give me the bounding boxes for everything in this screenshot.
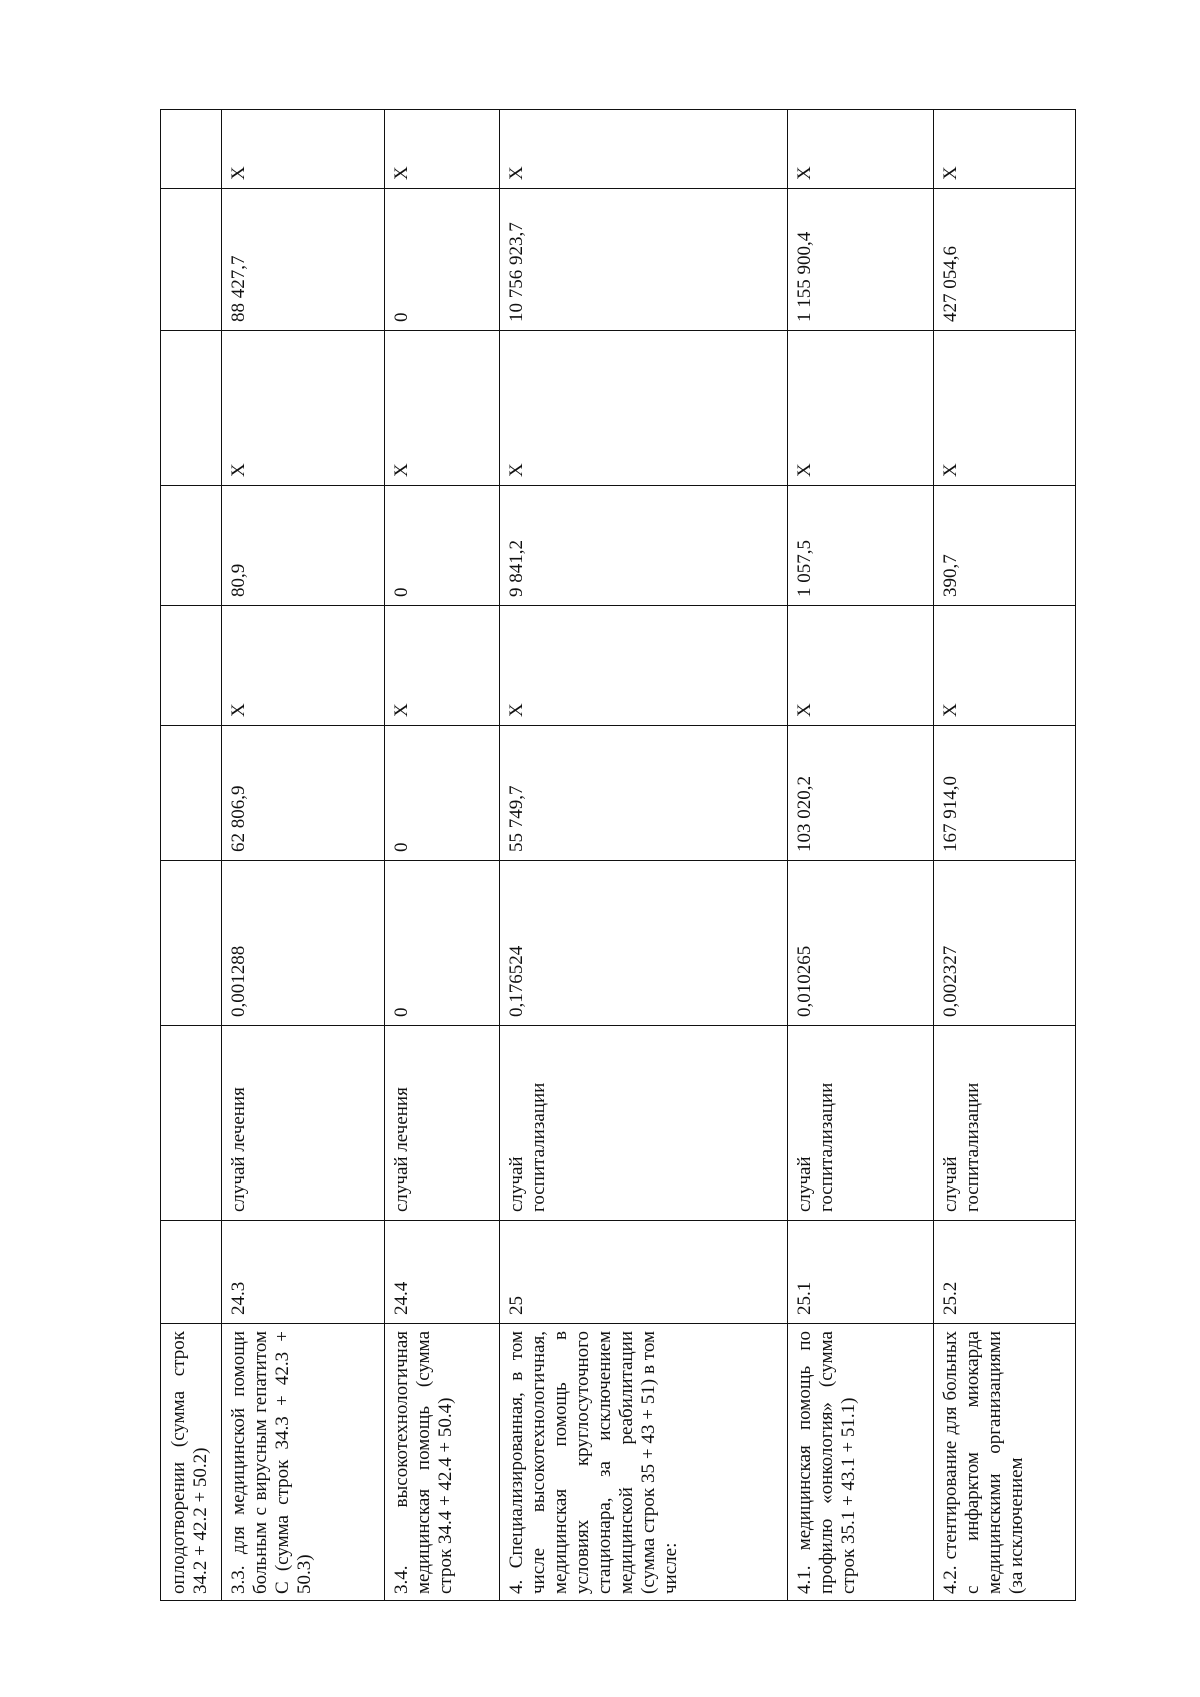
column-divider	[161, 605, 1075, 606]
column-divider	[161, 1220, 1075, 1221]
column-divider	[161, 725, 1075, 726]
total-oms: 0	[391, 312, 412, 322]
row-divider	[499, 110, 500, 1600]
column-divider	[161, 485, 1075, 486]
total-oms: 88 427,7	[228, 255, 249, 322]
row-number: 24.3	[228, 1281, 249, 1315]
total-budget: X	[391, 463, 412, 477]
per-capita-oms: 1 057,5	[794, 540, 815, 597]
row-divider	[384, 110, 385, 1600]
total-budget: X	[228, 463, 249, 477]
unit-of-measure: случай госпитализации	[940, 1082, 983, 1212]
row-description: 4.2. стентирование для больных с инфарктом миокарда медицинскими организациями (за исключением	[940, 1331, 1027, 1594]
percent-total: X	[940, 166, 961, 180]
volume-per-person: 0,010265	[794, 945, 815, 1017]
total-budget: X	[940, 463, 961, 477]
row-description: 3.4. высокотехнологичная медицинская помощь (сумма строк 34.4 + 42.4 + 50.4)	[391, 1331, 456, 1594]
column-divider	[161, 330, 1075, 331]
row-number: 25	[506, 1296, 527, 1315]
column-divider	[161, 1323, 1075, 1324]
row-divider	[787, 110, 788, 1600]
unit-of-measure: случай госпитализации	[506, 1082, 549, 1212]
per-capita-oms: 0	[391, 587, 412, 597]
data-table	[160, 109, 1076, 1601]
volume-per-person: 0,176524	[506, 945, 527, 1017]
per-capita-budget: X	[228, 703, 249, 717]
unit-of-measure: случай лечения	[228, 1087, 249, 1212]
total-oms: 427 054,6	[940, 246, 961, 322]
per-capita-oms: 390,7	[940, 554, 961, 597]
total-budget: X	[506, 463, 527, 477]
unit-of-measure: случай госпитализации	[794, 1082, 837, 1212]
volume-per-person: 0	[391, 1007, 412, 1017]
percent-total: X	[506, 166, 527, 180]
percent-total: X	[794, 166, 815, 180]
row-number: 25.1	[794, 1281, 815, 1315]
cost-per-unit: 103 020,2	[794, 776, 815, 852]
row-divider	[933, 110, 934, 1600]
volume-per-person: 0,001288	[228, 945, 249, 1017]
cost-per-unit: 62 806,9	[228, 785, 249, 852]
total-budget: X	[794, 463, 815, 477]
total-oms: 1 155 900,4	[794, 231, 815, 322]
row-description: 4. Специализированная, в том числе высокотехнологичная, медицинская помощь в условиях круглосуточного стационара, за исключением медицинской реабилитации (сумма строк 35 + 43 + 51) в том числе:	[506, 1331, 681, 1594]
column-divider	[161, 860, 1075, 861]
unit-of-measure: случай лечения	[391, 1087, 412, 1212]
column-divider	[161, 1025, 1075, 1026]
row-description: 4.1. медицинская помощь по профилю «онкология» (сумма строк 35.1 + 43.1 + 51.1)	[794, 1331, 859, 1594]
row-number: 24.4	[391, 1281, 412, 1315]
percent-total: X	[391, 166, 412, 180]
cost-per-unit: 55 749,7	[506, 785, 527, 852]
per-capita-oms: 80,9	[228, 563, 249, 597]
row-divider	[221, 110, 222, 1600]
column-divider	[161, 188, 1075, 189]
cost-per-unit: 0	[391, 842, 412, 852]
total-oms: 10 756 923,7	[506, 222, 527, 322]
per-capita-budget: X	[506, 703, 527, 717]
row-description: оплодотворении (сумма строк 34.2 + 42.2 + 50.2)	[168, 1331, 211, 1594]
per-capita-budget: X	[794, 703, 815, 717]
row-description: 3.3. для медицинской помощи больным с вирусным гепатитом С (сумма строк 34.3 + 42.3 + 50.3)	[228, 1331, 315, 1594]
percent-total: X	[228, 166, 249, 180]
per-capita-oms: 9 841,2	[506, 540, 527, 597]
row-number: 25.2	[940, 1281, 961, 1315]
volume-per-person: 0,002327	[940, 945, 961, 1017]
per-capita-budget: X	[391, 703, 412, 717]
per-capita-budget: X	[940, 703, 961, 717]
cost-per-unit: 167 914,0	[940, 776, 961, 852]
